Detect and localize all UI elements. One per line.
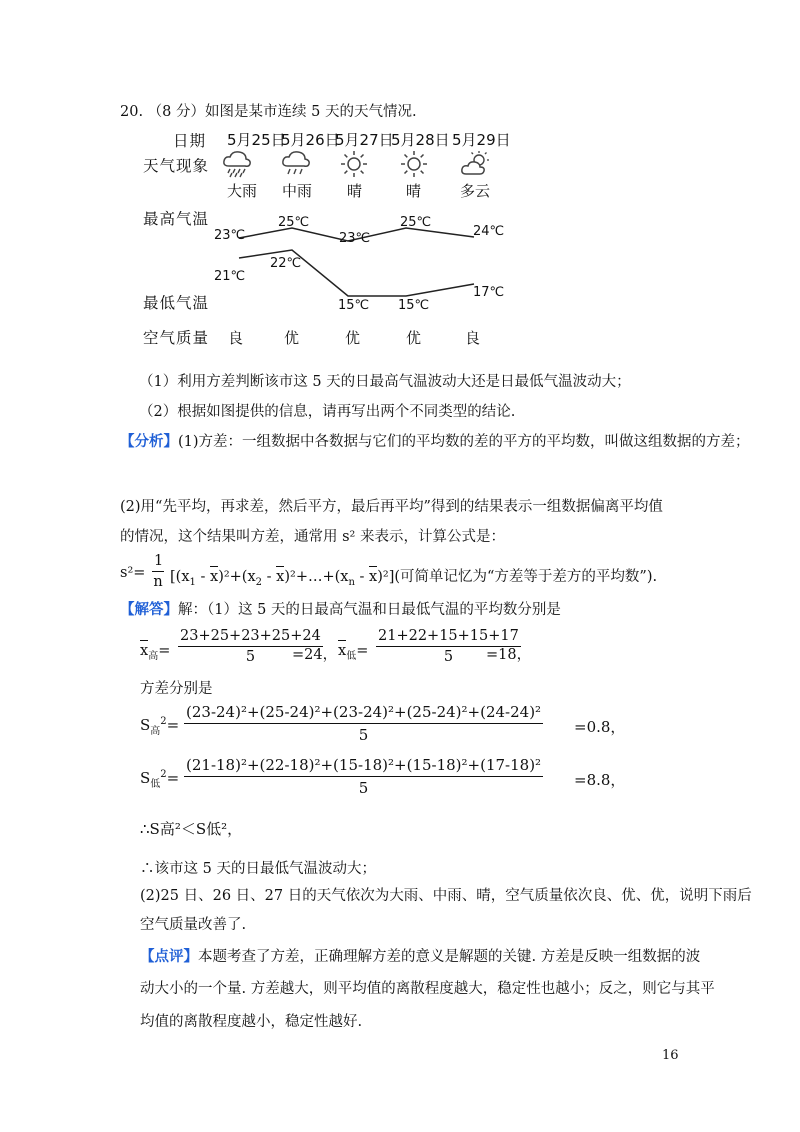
low-temp-label: 15℃ xyxy=(338,298,370,313)
date-label: 5月26日 xyxy=(281,131,340,149)
comment-tag: 【点评】 xyxy=(140,948,198,965)
page-number: 16 xyxy=(662,1048,679,1063)
low-temp-label: 15℃ xyxy=(398,298,430,313)
question-points: （8 分） xyxy=(147,104,206,120)
weather-label: 晴 xyxy=(406,182,422,200)
question-number: 20. xyxy=(120,104,144,120)
weather-label: 大雨 xyxy=(227,182,258,200)
solution-tag: 【解答】 xyxy=(120,601,178,618)
high-temp-label: 23℃ xyxy=(214,228,246,243)
variance-high-result: =0.8， xyxy=(574,718,626,736)
weather-label: 中雨 xyxy=(282,182,313,200)
comment-line-2: 动大小的一个量. 方差越大，则平均值的离散程度越大，稳定性也越小；反之，则它与其平 xyxy=(140,981,715,997)
row-label-low: 最低气温 xyxy=(143,294,210,312)
sub-question-2: （2）根据如图提供的信息，请再写出两个不同类型的结论. xyxy=(139,404,516,420)
comment-text-1: 本题考查了方差，正确理解方差的意义是解题的关键. 方差是反映一组数据的波 xyxy=(198,949,701,965)
air-quality-label: 优 xyxy=(284,329,300,347)
low-temp-label: 22℃ xyxy=(270,256,302,271)
solution-intro-line xyxy=(120,598,561,619)
analysis-text-1: (1)方差：一组数据中各数据与它们的平均数的差的平方的平均数，叫做这组数据的方差； xyxy=(178,434,750,450)
temperature-chart xyxy=(0,0,800,340)
variance-low-fraction: $\frac{\text{(21-18)²+(22-18)²+(15-18)²+(15-18)²+(17-18)²}}{5}$ xyxy=(186,756,542,797)
formula-fraction: $\frac{1}{n}$ xyxy=(153,553,164,590)
variance-comparison: ∴S高²＜S低²， xyxy=(140,820,243,838)
mean-high-fraction: $\frac{23+25+23+25+24}{5}$ xyxy=(180,628,321,665)
row-label-date: 日期 xyxy=(173,132,207,150)
high-temp-label: 25℃ xyxy=(400,215,432,230)
high-temp-label: 24℃ xyxy=(473,224,505,239)
high-temp-label: 23℃ xyxy=(339,231,371,246)
weather-label: 晴 xyxy=(347,182,363,200)
comment-line-1 xyxy=(140,945,700,966)
row-label-weather: 天气现象 xyxy=(143,157,210,175)
air-quality-label: 良 xyxy=(228,329,244,347)
question-stem: 如图是某市连续 5 天的天气情况. xyxy=(205,104,417,120)
variance-low-result: =8.8， xyxy=(574,771,626,789)
analysis-line-3: 的情况，这个结果叫方差，通常用 s² 来表示，计算公式是： xyxy=(120,529,505,545)
weather-label: 多云 xyxy=(460,182,491,200)
analysis-line-2: (2)用“先平均，再求差，然后平方，最后再平均”得到的结果表示一组数据偏离平均值 xyxy=(120,499,663,515)
mean-high-result: =24， xyxy=(292,647,338,663)
air-quality-label: 良 xyxy=(465,329,481,347)
analysis-line-1 xyxy=(120,430,750,451)
solution-conclusion: ∴该市这 5 天的日最低气温波动大； xyxy=(140,861,376,877)
row-label-high: 最高气温 xyxy=(143,210,210,228)
air-quality-label: 优 xyxy=(345,329,361,347)
means-line: $x_高=$ $\frac{23+25+23+25+24}{5}$ =24， $x_低=$ $\frac{21+22+15+15+17}{5}$ =18， xyxy=(140,628,532,665)
date-label: 5月25日 xyxy=(227,131,286,149)
solution-intro: 解：（1）这 5 天的日最高气温和日最低气温的平均数分别是 xyxy=(178,602,561,618)
date-label: 5月29日 xyxy=(452,131,511,149)
variance-low-line: $S_低^2=$ $\frac{\text{(21-18)²+(22-18)²+(15-18)²+(15-18)²+(17-18)²}}{5}$ =8.8， xyxy=(140,756,626,797)
date-label: 5月28日 xyxy=(391,131,450,149)
mean-low-fraction: $\frac{21+22+15+15+17}{5}$ xyxy=(378,628,519,665)
formula-note: (可简单记忆为“方差等于差方的平均数”). xyxy=(394,569,658,585)
low-temp-label: 17℃ xyxy=(473,285,505,300)
high-temp-label: 25℃ xyxy=(278,215,310,230)
analysis-tag: 【分析】 xyxy=(120,433,178,450)
comment-line-3: 均值的离散程度越小，稳定性越好. xyxy=(140,1014,363,1030)
solution-part2-line-1: (2)25 日、26 日、27 日的天气依次为大雨、中雨、晴，空气质量依次良、优、优，说明下雨后 xyxy=(140,888,752,904)
variance-high-line: $S_高^2=$ $\frac{\text{(23-24)²+(25-24)²+(23-24)²+(25-24)²+(24-24)²}}{5}$ =0.8， xyxy=(140,703,626,744)
mean-low-result: =18， xyxy=(486,647,532,663)
air-quality-label: 优 xyxy=(406,329,422,347)
variance-high-fraction: $\frac{\text{(23-24)²+(25-24)²+(23-24)²+(25-24)²+(24-24)²}}{5}$ xyxy=(186,703,542,744)
row-label-air: 空气质量 xyxy=(143,329,210,347)
low-temp-label: 21℃ xyxy=(214,269,246,284)
variance-intro: 方差分别是 xyxy=(140,681,213,697)
sub-question-1: （1）利用方差判断该市这 5 天的日最高气温波动大还是日最低气温波动大； xyxy=(139,374,631,390)
solution-part2-line-2: 空气质量改善了. xyxy=(140,917,247,933)
date-label: 5月27日 xyxy=(335,131,394,149)
